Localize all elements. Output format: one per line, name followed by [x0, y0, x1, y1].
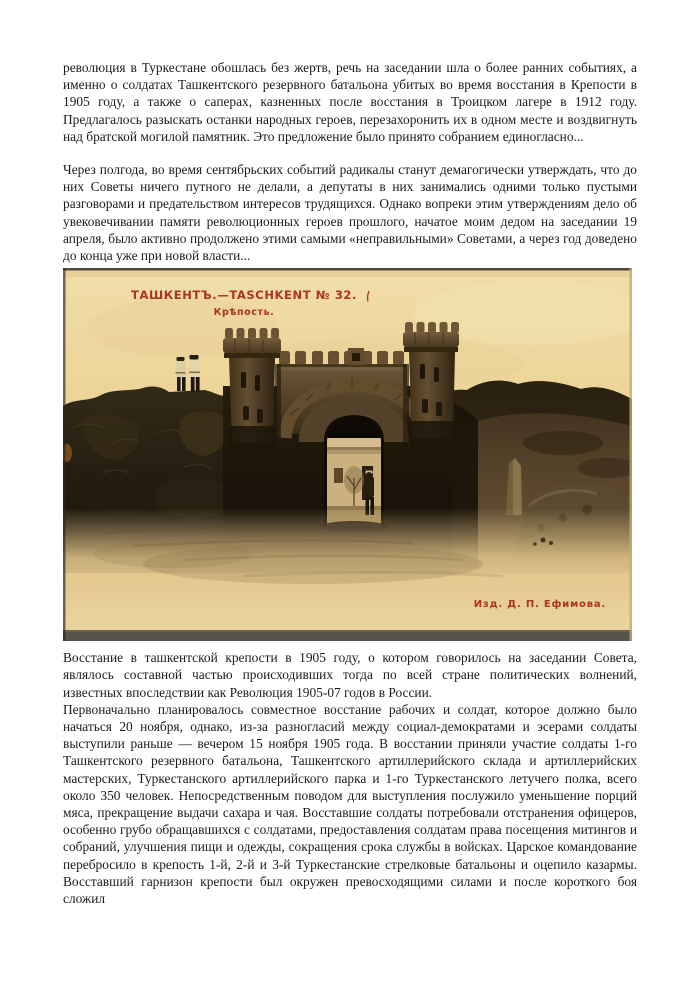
- postcard-title: ТАШКЕНТЪ.—TASCHKENT № 32.: [131, 288, 357, 303]
- right-tower: [403, 322, 459, 449]
- postcard-photo: [63, 268, 632, 641]
- publisher-credit: Изд. Д. П. Ефимова.: [473, 599, 606, 611]
- foreground-ground: [63, 508, 632, 641]
- left-tower: [223, 328, 281, 454]
- paragraph-2: Через полгода, во время сентябрьских событий радикалы станут демагогически утверждать, что до них Советы ничего путного не делали, а депутаты в них занимались одними только пустыми разговорами и предательством интересов трудящихся. Однако вопреки этим утверждениям дело об увековечивании памяти революционных героев прошлого, начатое моим дедом на заседании 19 апреля, было активно продолжено этими самыми «неправильными» Советами, а через год доведено до конца уже при новой власти...: [63, 162, 637, 264]
- postcard-subtitle: Крѣпость.: [213, 307, 275, 319]
- paragraph-4: Первоначально планировалось совместное восстание рабочих и солдат, которое должно было начаться 20 ноября, однако, из-за разногласий между социал-демократами и эсерами солдаты выступили раньше — вечером 15 ноября 1905 года. В восстании приняли участие солдаты 1-го Ташкентского резервного батальона, Ташкентского артиллерийского склада и артиллерийских мастерских, Туркестанского артиллерийского парка и 1-го Туркестанского летучего полка, всего около 350 человек. Непосредственным поводом для выступления послужило уменьшение порций мяса, прекращение выдачи сахара и чая. Восставшие солдаты потребовали отстранения офицеров, особенно грубо обращавшихся с солдатами, предоставления солдатам права посещения митингов и собраний, улучшения пищи и одежды, сокращения срока службы в войсках. Царское командование перебросило в крепость 1-й, 2-й и 3-й Туркестанские стрелковые батальоны и оцепило казармы. Восставший гарнизон крепости был окружен превосходящими силами и после короткого боя сложил: [63, 701, 637, 907]
- paragraph-3: Восстание в ташкентской крепости в 1905 году, о котором говорилось на заседании Совета, являлось составной частью происходивших тогда по всей стране политических волнений, известных впоследствии как Революция 1905-07 годов в России.: [63, 650, 637, 700]
- paragraph-1: революция в Туркестане обошлась без жертв, речь на заседании шла о более ранних событиях, а именно о солдатах Ташкентского резервного батальона убитых во время восстания в Крепости в 1905 году, а также о саперах, казненных после восстания в Троицком лагере в 1912 году. Предлагалось разыскать останки народных героев, перезахоронить их в одном месте и воздвигнуть над братской могилой памятник. Это предложение было принято собранием единогласно...: [63, 60, 637, 144]
- postcard-illustration: [63, 268, 632, 641]
